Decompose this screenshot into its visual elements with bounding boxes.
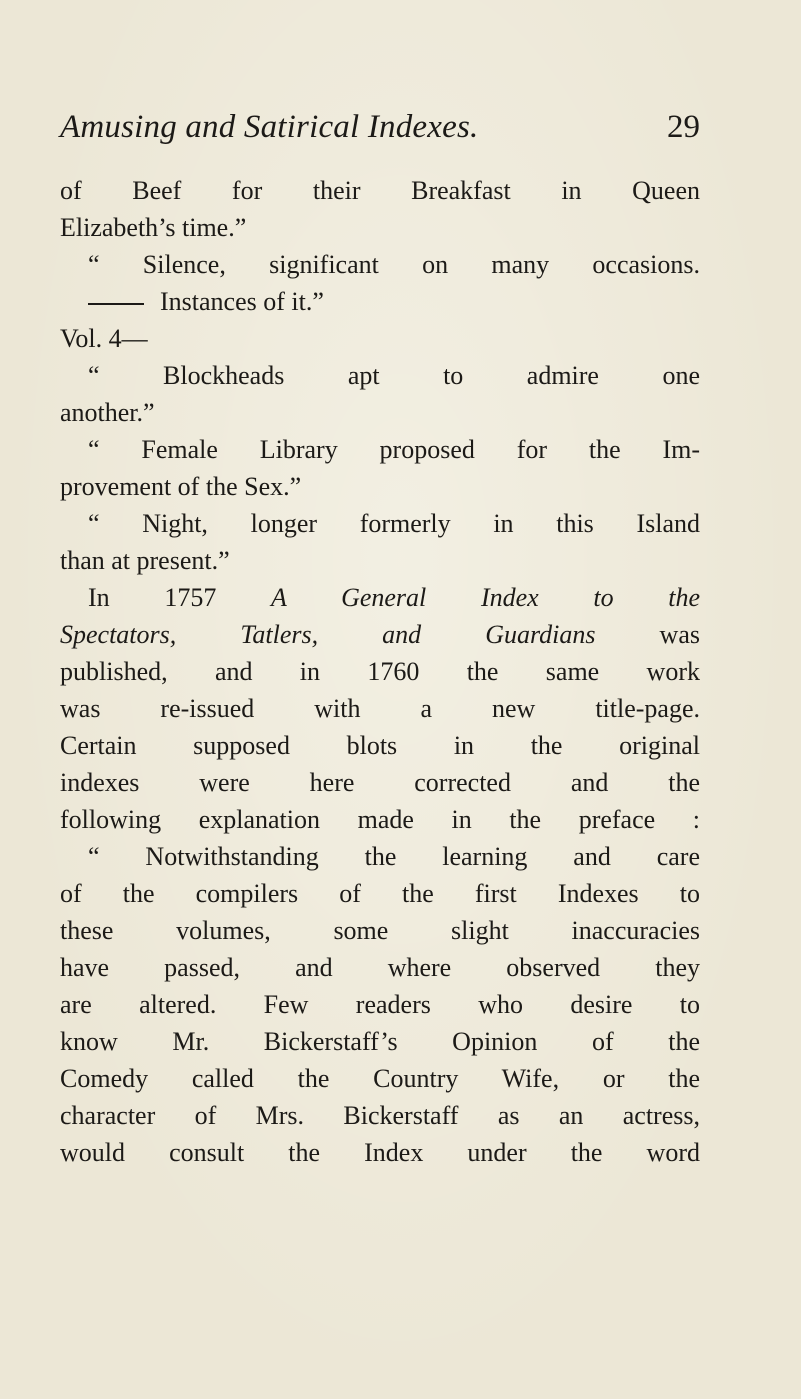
text-line: provement of the Sex.” [60, 472, 302, 501]
page-number: 29 [667, 109, 700, 145]
text-line: Comedy called the Country Wife, or the [60, 1064, 700, 1093]
text-line: are altered. Few readers who desire to [60, 990, 700, 1019]
body-text [60, 172, 700, 1171]
text-line: of Beef for their Breakfast in Queen [60, 176, 700, 205]
text-line: know Mr. Bickerstaff’s Opinion of the [60, 1027, 700, 1056]
running-head [60, 103, 700, 151]
text-line: of the compilers of the first Indexes to [60, 879, 700, 908]
text-line: published, and in 1760 the same work [60, 657, 700, 686]
text-line: “ Notwithstanding the learning and care [88, 842, 700, 871]
text-line: was re-issued with a new title-page. [60, 694, 700, 723]
text-line-content: Instances of it.” [160, 287, 324, 316]
text-line: these volumes, some slight inaccuracies [60, 916, 700, 945]
text-line: “ Blockheads apt to admire one [88, 361, 700, 390]
text-segment: In 1757 [88, 583, 271, 612]
text-line: Elizabeth’s time.” [60, 213, 247, 242]
text-line: indexes were here corrected and the [60, 768, 700, 797]
text-line [60, 616, 700, 653]
text-line [60, 579, 700, 616]
text-line: “ Silence, significant on many occasions. [88, 250, 700, 279]
text-line: have passed, and where observed they [60, 953, 700, 982]
text-line: “ Female Library proposed for the Im- [88, 435, 700, 464]
em-dash-rule [88, 303, 144, 305]
text-line-dashed [60, 283, 700, 320]
text-line: would consult the Index under the word [60, 1138, 700, 1167]
text-line: Certain supposed blots in the original [60, 731, 700, 760]
text-line: “ Night, longer formerly in this Island [88, 509, 700, 538]
italic-title: A General Index to the [271, 583, 700, 612]
text-line: Vol. 4— [60, 324, 148, 353]
text-line: following explanation made in the preface : [60, 805, 700, 834]
italic-title: Spectators, Tatlers, and Guardians [60, 620, 596, 649]
text-segment: was [595, 620, 700, 649]
text-line: character of Mrs. Bickerstaff as an actress, [60, 1101, 700, 1130]
running-head-title: Amusing and Satirical Indexes. [60, 109, 479, 145]
text-line: another.” [60, 398, 155, 427]
text-line: than at present.” [60, 546, 230, 575]
